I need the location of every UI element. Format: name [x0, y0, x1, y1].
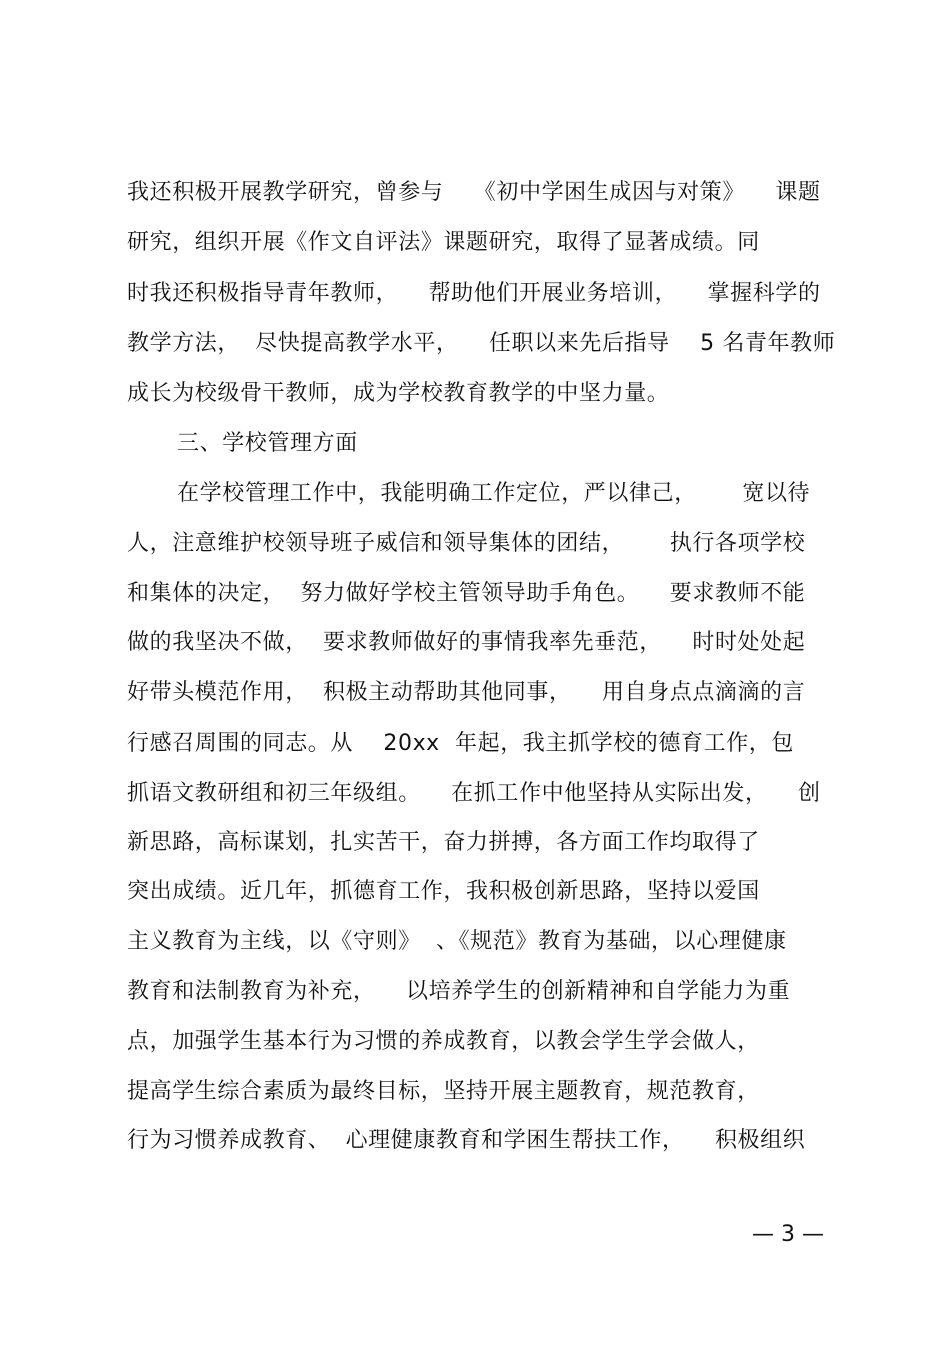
body-line-10: 做的我坚决不做， 要求教师做好的事情我率先垂范， 时时处处起	[127, 630, 806, 655]
body-line-2: 研究，组织开展《作文自评法》课题研究，取得了显著成绩。同	[127, 230, 760, 255]
section-heading: 三、学校管理方面	[177, 431, 358, 456]
body-line-18: 点，加强学生基本行为习惯的养成教育，以教会学生学会做人，	[127, 1029, 760, 1054]
body-line-19: 提高学生综合素质为最终目标，坚持开展主题教育，规范教育，	[127, 1079, 760, 1104]
body-line-4: 教学方法， 尽快提高教学水平， 任职以来先后指导 5 名青年教师	[127, 331, 836, 356]
body-line-11: 好带头模范作用， 积极主动帮助其他同事， 用自身点点滴滴的言	[127, 680, 806, 705]
body-line-14: 新思路，高标谋划，扎实苦干，奋力拼搏，各方面工作均取得了	[127, 830, 760, 855]
body-line-12: 行感召周围的同志。从 20xx 年起，我主抓学校的德育工作，包	[127, 731, 794, 756]
body-line-17: 教育和法制教育为补充， 以培养学生的创新精神和自学能力为重	[127, 979, 791, 1004]
body-line-3: 时我还积极指导青年教师， 帮助他们开展业务培训， 掌握科学的	[127, 281, 821, 306]
body-line-9: 和集体的决定， 努力做好学校主管领导助手角色。 要求教师不能	[127, 581, 806, 606]
body-line-20: 行为习惯养成教育、 心理健康教育和学困生帮扶工作， 积极组织	[127, 1128, 806, 1153]
body-line-16: 主义教育为主线，以《守则》 、《规范》教育为基础，以心理健康	[127, 929, 787, 954]
body-line-15: 突出成绩。近几年，抓德育工作，我积极创新思路，坚持以爱国	[127, 879, 760, 904]
page-number: — 3 —	[752, 1222, 824, 1247]
body-line-1: 我还积极开展教学研究，曾参与 《初中学困生成因与对策》 课题	[127, 180, 821, 205]
body-line-5: 成长为校级骨干教师，成为学校教育教学的中坚力量。	[127, 381, 670, 406]
body-line-8: 人，注意维护校领导班子威信和领导集体的团结， 执行各项学校	[127, 531, 806, 556]
body-line-13: 抓语文教研组和初三年级组。 在抓工作中他坚持从实际出发， 创	[127, 781, 821, 806]
body-line-7: 在学校管理工作中，我能明确工作定位，严以律己， 宽以待	[177, 481, 811, 506]
